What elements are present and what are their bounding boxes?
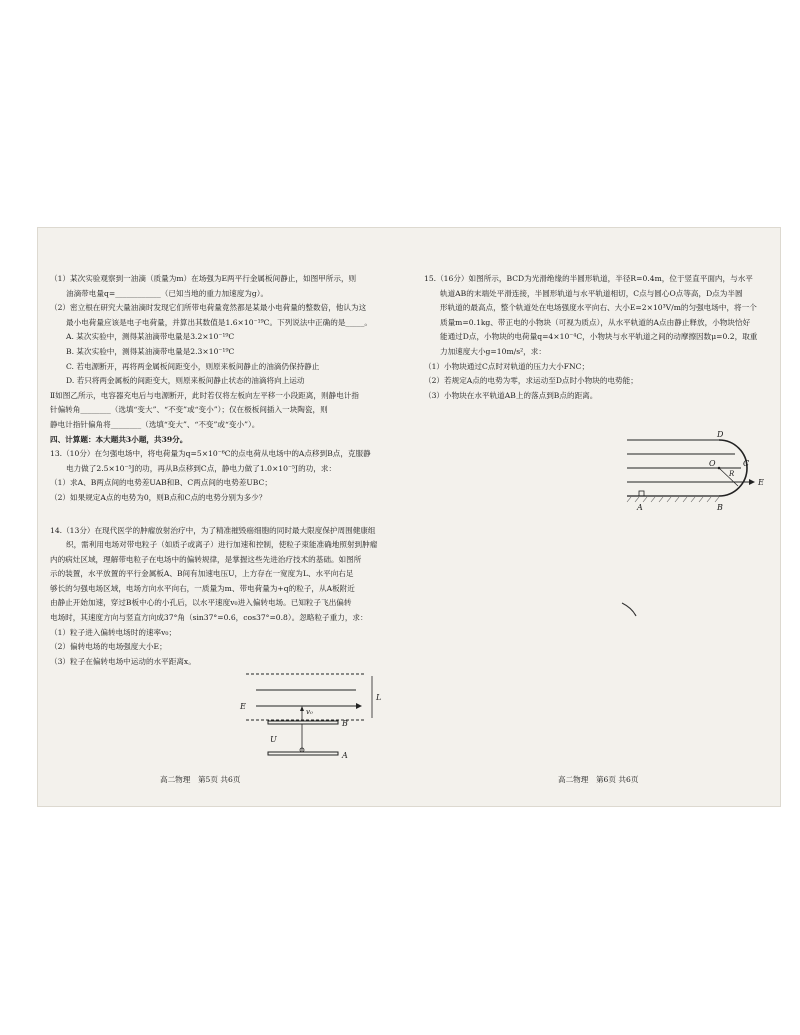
label-v0: v₀	[306, 708, 313, 716]
plate-a	[268, 752, 338, 755]
q14-line-3: 内的病灶区域，理解带电粒子在电场中的偏转规律，是掌握这些先进治疗技术的基础。如图所	[50, 554, 362, 564]
q15-line-2: 轨道AB的末端处平滑连接，半圆形轨道与水平轨道相切，C点与圆心O点等高，D点为半圆	[440, 288, 743, 298]
section-title: 四、计算题：本大题共3小题，共39分。	[50, 434, 188, 444]
left-footer: 高二物理 第5页 共6页	[160, 775, 241, 784]
q14-line-1: 14.（13分）在现代医学的肿瘤放射治疗中，为了精准摧毁癌细胞的同时最大限度保护周围健康组	[50, 525, 376, 535]
q14-line-4: 示的装置，水平放置的平行金属板A、B间有加速电压U，上方存在一宽度为L、水平向右足	[50, 569, 354, 579]
velocity-arrowhead	[300, 706, 304, 711]
pen-mark	[620, 600, 640, 620]
q13-line-2: 电力做了2.5×10⁻⁵J的功，再从B点移到C点，静电力做了1.0×10⁻⁵J的功，求：	[66, 463, 337, 473]
q15-figure	[623, 428, 773, 512]
q14-line-5: 够长的匀强电场区域，电场方向水平向右，一质量为m、带电荷量为+q的粒子，从A板附近	[50, 583, 355, 593]
q14-line-6: 由静止开始加速，穿过B板中心的小孔后，以水平速度v₀进入偏转电场。已知粒子飞出偏转	[50, 598, 352, 608]
label-U: U	[270, 735, 277, 744]
label-R: R	[729, 470, 735, 478]
q12-line-11: 静电计指针偏角将________（选填“变大”、“不变”或“变小”）。	[50, 419, 260, 429]
q12-line-3: （2）密立根在研究大量油滴时发现它们所带电荷量竟然都是某最小电荷量的整数倍，他认为这	[50, 303, 367, 313]
q12-option-d: D. 若只将两金属板的间距变大，则原来板间静止状态的油滴将向上运动	[66, 376, 305, 386]
q15-question-3: （3）小物块在水平轨道AB上的落点到B点的距离。	[424, 390, 598, 400]
q14-question-2: （2）偏转电场的电场强度大小E；	[50, 642, 167, 652]
label-D: D	[717, 430, 724, 439]
block-a	[639, 491, 644, 496]
label-B: B	[717, 503, 723, 512]
q14-question-3: （3）粒子在偏转电场中运动的水平距离x。	[50, 656, 196, 666]
q12-line-9: Ⅱ如图乙所示，电容器充电后与电源断开，此时若仅将左板向左平移一小段距离，则静电计指	[50, 390, 359, 400]
q12-line-1: （1）某次实验观察到一油滴（质量为m）在场强为E两平行金属板间静止，如图甲所示，则	[50, 274, 357, 283]
ground-hatching	[627, 497, 719, 502]
q12-line-4: 最小电荷量应该是电子电荷量，并算出其数值是1.6×10⁻¹⁹C。下列说法中正确的是_____。	[66, 317, 372, 327]
right-footer: 高二物理 第6页 共6页	[558, 775, 639, 784]
label-O: O	[709, 459, 716, 468]
q15-line-3: 形轨道的最高点，整个轨道处在电场强度水平向右、大小E=2×10³V/m的匀强电场中，将一个	[440, 303, 757, 313]
label-L: L	[376, 693, 382, 702]
q15-line-1: 15.（16分）如图所示，BCD为光滑绝缘的半圆形轨道，半径R=0.4m，位于竖直平面内，与水平	[424, 274, 753, 283]
q12-line-2: 油滴带电量q=____________（已知当地的重力加速度为g）。	[66, 288, 269, 298]
left-page	[50, 272, 408, 669]
q15-line-5: 能通过D点，小物块的电荷量q=4×10⁻⁴C，小物块与水平轨道之间的动摩擦因数μ=0.2，取重	[440, 332, 758, 342]
label-A: A	[637, 503, 643, 512]
plate-b	[268, 721, 338, 724]
q14-line-7: 电场时，其速度方向与竖直方向成37°角（sin37°=0.6，cos37°=0.8）。忽略粒子重力，求：	[50, 613, 368, 623]
field-arrow	[749, 479, 755, 485]
q13-line-4: （2）如果规定A点的电势为0，则B点和C点的电势分别为多少？	[50, 492, 267, 502]
exam-sheet	[38, 228, 780, 806]
right-page	[424, 272, 770, 403]
q15-question-2: （2）若规定A点的电势为零，求运动至D点时小物块的电势能；	[424, 376, 638, 386]
q13-line-3: （1）求A、B两点间的电势差UAB和B、C两点间的电势差UBC；	[50, 478, 272, 488]
q14-line-2: 织，需利用电场对带电粒子（如质子或离子）进行加速和控制，使粒子束能准确地照射到肿瘤	[66, 540, 378, 550]
q14-figure	[234, 668, 384, 764]
label-B: B	[342, 719, 348, 728]
q12-option-c: C. 若电源断开，再将两金属板间距变小，则原来板间静止的油滴仍保持静止	[66, 361, 320, 371]
q14-question-1: （1）粒子进入偏转电场时的速率v₀；	[50, 627, 177, 637]
q13-line-1: 13.（10分）在匀强电场中，将电荷量为q=5×10⁻⁶C的点电荷从电场中的A点移到B点，克服静	[50, 449, 371, 459]
label-A: A	[342, 751, 348, 760]
field-arrow	[356, 703, 362, 709]
q12-option-b: B. 某次实验中，测得某油滴带电量是2.3×10⁻¹⁹C	[66, 346, 235, 356]
q12-line-10: 针偏转角________（选填“变大”、“不变”或“变小”）；仅在极板间插入一块陶瓷，则	[50, 405, 328, 415]
label-C: C	[743, 459, 750, 468]
label-E: E	[758, 478, 764, 487]
q15-line-4: 质量m=0.1kg、带正电的小物块（可视为质点），从水平轨道的A点由静止释放，小物块恰好	[440, 317, 751, 327]
q12-option-a: A. 某次实验中，测得某油滴带电量是3.2×10⁻¹⁹C	[66, 332, 235, 342]
label-E: E	[240, 702, 246, 711]
q15-line-6: 力加速度大小g=10m/s²，求：	[440, 346, 546, 356]
q15-question-1: （1）小物块通过C点时对轨道的压力大小FNC；	[424, 361, 590, 371]
